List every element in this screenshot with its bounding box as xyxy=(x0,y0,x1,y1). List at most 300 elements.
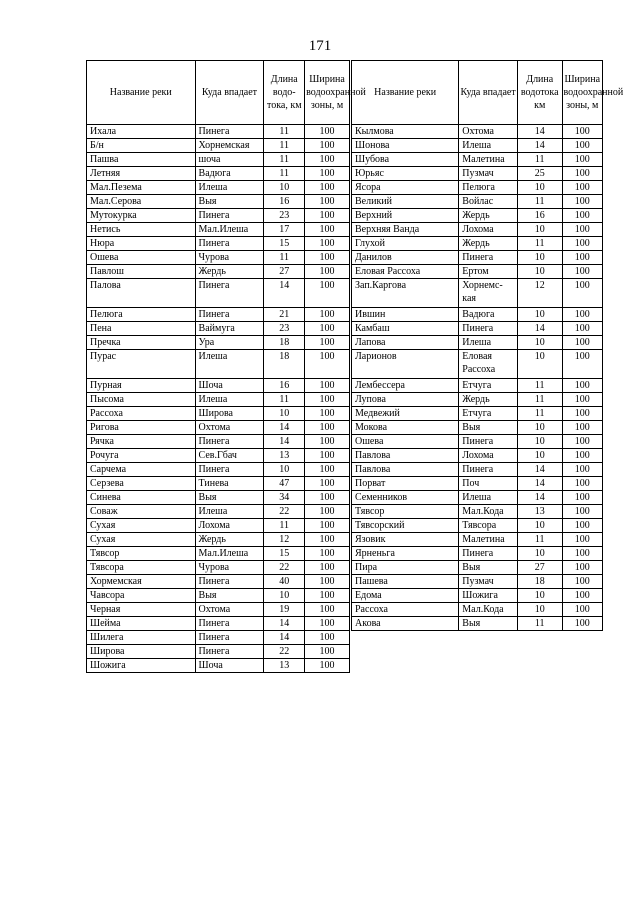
cell-length: 17 xyxy=(264,223,305,237)
cell-length: 10 xyxy=(517,336,562,350)
cell-zone-width: 100 xyxy=(305,631,350,645)
table-row xyxy=(87,491,350,505)
table-row xyxy=(352,435,603,449)
cell-river-name: Мокова xyxy=(352,421,459,435)
table-row xyxy=(87,139,350,153)
cell-zone-width: 100 xyxy=(562,421,603,435)
cell-zone-width: 100 xyxy=(305,251,350,265)
cell-length: 11 xyxy=(517,237,562,251)
cell-mouth: Хорнемская xyxy=(195,139,264,153)
table-row xyxy=(87,308,350,322)
cell-zone-width: 100 xyxy=(305,223,350,237)
cell-mouth: Пинега xyxy=(195,463,264,477)
cell-length: 10 xyxy=(517,603,562,617)
cell-river-name: Серзева xyxy=(87,477,196,491)
cell-mouth: Охтома xyxy=(459,125,518,139)
cell-zone-width: 100 xyxy=(305,645,350,659)
table-row xyxy=(87,209,350,223)
cell-river-name: Семенников xyxy=(352,491,459,505)
cell-length: 11 xyxy=(517,533,562,547)
cell-river-name: Едома xyxy=(352,589,459,603)
cell-mouth: Войлас xyxy=(459,195,518,209)
table-row xyxy=(87,265,350,279)
cell-mouth: Жердь xyxy=(195,265,264,279)
cell-length: 16 xyxy=(517,209,562,223)
cell-zone-width: 100 xyxy=(562,322,603,336)
cell-river-name: Лапова xyxy=(352,336,459,350)
cell-zone-width: 100 xyxy=(562,209,603,223)
cell-zone-width: 100 xyxy=(305,153,350,167)
cell-zone-width: 100 xyxy=(562,125,603,139)
cell-river-name: Сухая xyxy=(87,519,196,533)
cell-zone-width: 100 xyxy=(305,393,350,407)
cell-zone-width: 100 xyxy=(305,181,350,195)
cell-river-name: Пашва xyxy=(87,153,196,167)
table-row xyxy=(352,265,603,279)
cell-river-name: Ярненьга xyxy=(352,547,459,561)
cell-zone-width: 100 xyxy=(305,491,350,505)
table-row xyxy=(352,237,603,251)
cell-mouth: Пинега xyxy=(459,463,518,477)
cell-river-name: Рочуга xyxy=(87,449,196,463)
cell-river-name: Пречка xyxy=(87,336,196,350)
rivers-table-left xyxy=(86,60,366,673)
cell-length: 13 xyxy=(264,449,305,463)
cell-river-name: Ошева xyxy=(352,435,459,449)
col-header-length: Длина водо-тока, км xyxy=(264,61,305,125)
table-row xyxy=(87,547,350,561)
cell-zone-width: 100 xyxy=(562,223,603,237)
table-row xyxy=(87,251,350,265)
cell-mouth: Илеша xyxy=(195,393,264,407)
cell-river-name: Мутокурка xyxy=(87,209,196,223)
cell-river-name: Тявсор xyxy=(87,547,196,561)
cell-length: 14 xyxy=(517,477,562,491)
col-header-zone-width: Ширина водоохранной зоны, м xyxy=(305,61,350,125)
table-row xyxy=(87,421,350,435)
cell-length: 23 xyxy=(264,322,305,336)
table-row xyxy=(87,631,350,645)
cell-mouth: Ваймуга xyxy=(195,322,264,336)
cell-zone-width: 100 xyxy=(305,659,350,673)
col-header-river-name: Название реки xyxy=(352,61,459,125)
cell-length: 22 xyxy=(264,645,305,659)
cell-river-name: Хормемская xyxy=(87,575,196,589)
cell-zone-width: 100 xyxy=(305,336,350,350)
table-row xyxy=(87,407,350,421)
cell-river-name: Великий xyxy=(352,195,459,209)
cell-length: 10 xyxy=(264,589,305,603)
cell-river-name: Верхняя Ванда xyxy=(352,223,459,237)
table-row xyxy=(352,279,603,308)
cell-zone-width: 100 xyxy=(305,265,350,279)
cell-mouth: Малетина xyxy=(459,533,518,547)
cell-length: 14 xyxy=(517,125,562,139)
cell-zone-width: 100 xyxy=(562,603,603,617)
cell-zone-width: 100 xyxy=(305,379,350,393)
table-row xyxy=(352,195,603,209)
cell-zone-width: 100 xyxy=(562,463,603,477)
table-row xyxy=(87,279,350,308)
cell-mouth: Выя xyxy=(195,491,264,505)
table-row xyxy=(352,617,603,631)
cell-river-name: Ихала xyxy=(87,125,196,139)
col-header-river-name: Название реки xyxy=(87,61,196,125)
cell-mouth: Етчуга xyxy=(459,379,518,393)
cell-mouth: Тявсора xyxy=(459,519,518,533)
cell-length: 10 xyxy=(264,407,305,421)
cell-river-name: Шожига xyxy=(87,659,196,673)
table-row xyxy=(87,167,350,181)
cell-length: 27 xyxy=(517,561,562,575)
cell-mouth: Мал.Кода xyxy=(459,603,518,617)
cell-mouth: Выя xyxy=(459,561,518,575)
table-row xyxy=(352,139,603,153)
cell-mouth: Ертом xyxy=(459,265,518,279)
cell-zone-width: 100 xyxy=(305,449,350,463)
cell-mouth: Выя xyxy=(459,617,518,631)
cell-river-name: Тявсор xyxy=(352,505,459,519)
cell-length: 10 xyxy=(264,463,305,477)
cell-river-name: Тявсора xyxy=(87,561,196,575)
cell-zone-width: 100 xyxy=(305,533,350,547)
cell-river-name: Порват xyxy=(352,477,459,491)
cell-river-name: Данилов xyxy=(352,251,459,265)
cell-river-name: Рассоха xyxy=(87,407,196,421)
cell-zone-width: 100 xyxy=(562,336,603,350)
cell-zone-width: 100 xyxy=(305,308,350,322)
cell-river-name: Соваж xyxy=(87,505,196,519)
cell-river-name: Рячка xyxy=(87,435,196,449)
table-row xyxy=(87,603,350,617)
cell-length: 14 xyxy=(264,421,305,435)
cell-river-name: Пашева xyxy=(352,575,459,589)
col-header-length: Длина водотока км xyxy=(517,61,562,125)
cell-zone-width: 100 xyxy=(562,153,603,167)
cell-length: 14 xyxy=(517,322,562,336)
cell-river-name: Пелюга xyxy=(87,308,196,322)
cell-mouth: Етчуга xyxy=(459,407,518,421)
table-row xyxy=(87,125,350,139)
cell-mouth: Илеша xyxy=(195,350,264,379)
cell-mouth: Лохома xyxy=(459,449,518,463)
cell-zone-width: 100 xyxy=(562,379,603,393)
cell-mouth: Пинега xyxy=(195,279,264,308)
cell-river-name: Павлова xyxy=(352,449,459,463)
cell-mouth: Охтома xyxy=(195,603,264,617)
cell-river-name: Медвежий xyxy=(352,407,459,421)
table-row xyxy=(87,533,350,547)
cell-length: 10 xyxy=(517,449,562,463)
table-row xyxy=(352,575,603,589)
cell-length: 11 xyxy=(264,125,305,139)
cell-zone-width: 100 xyxy=(562,617,603,631)
cell-mouth: Тинева xyxy=(195,477,264,491)
cell-river-name: Пена xyxy=(87,322,196,336)
cell-mouth: Вадюга xyxy=(459,308,518,322)
cell-river-name: Палова xyxy=(87,279,196,308)
cell-zone-width: 100 xyxy=(305,477,350,491)
cell-length: 11 xyxy=(517,393,562,407)
cell-length: 11 xyxy=(517,195,562,209)
cell-mouth: Пинега xyxy=(195,645,264,659)
table-row xyxy=(87,449,350,463)
cell-zone-width: 100 xyxy=(562,589,603,603)
cell-zone-width: 100 xyxy=(305,589,350,603)
cell-mouth: Выя xyxy=(195,589,264,603)
cell-mouth: Мал.Илеша xyxy=(195,547,264,561)
cell-length: 11 xyxy=(264,153,305,167)
cell-river-name: Кылмова xyxy=(352,125,459,139)
cell-length: 10 xyxy=(517,421,562,435)
cell-mouth: Выя xyxy=(195,195,264,209)
table-row xyxy=(352,251,603,265)
cell-length: 22 xyxy=(264,561,305,575)
cell-mouth: Пелюга xyxy=(459,181,518,195)
cell-mouth: Пинега xyxy=(459,322,518,336)
table-row xyxy=(87,195,350,209)
cell-length: 11 xyxy=(517,379,562,393)
cell-river-name: Верхний xyxy=(352,209,459,223)
cell-length: 11 xyxy=(264,393,305,407)
cell-zone-width: 100 xyxy=(562,265,603,279)
cell-river-name: Б/н xyxy=(87,139,196,153)
cell-mouth: Чурова xyxy=(195,561,264,575)
cell-length: 34 xyxy=(264,491,305,505)
cell-length: 12 xyxy=(264,533,305,547)
table-row xyxy=(352,547,603,561)
cell-river-name: Мал.Пезема xyxy=(87,181,196,195)
cell-mouth: Мал.Илеша xyxy=(195,223,264,237)
cell-zone-width: 100 xyxy=(305,350,350,379)
cell-mouth: Илеша xyxy=(459,336,518,350)
cell-zone-width: 100 xyxy=(305,435,350,449)
cell-zone-width: 100 xyxy=(305,125,350,139)
table-row xyxy=(352,519,603,533)
cell-length: 10 xyxy=(517,547,562,561)
cell-mouth: Пинега xyxy=(195,631,264,645)
cell-length: 11 xyxy=(264,167,305,181)
cell-mouth: Выя xyxy=(459,421,518,435)
cell-mouth: Илеша xyxy=(195,505,264,519)
cell-river-name: Черная xyxy=(87,603,196,617)
table-row xyxy=(352,167,603,181)
cell-river-name: Сарчема xyxy=(87,463,196,477)
cell-mouth: Пинега xyxy=(459,435,518,449)
table-row xyxy=(352,421,603,435)
table-row xyxy=(87,505,350,519)
cell-length: 10 xyxy=(517,223,562,237)
cell-length: 14 xyxy=(264,435,305,449)
cell-river-name: Ларионов xyxy=(352,350,459,379)
cell-zone-width: 100 xyxy=(562,407,603,421)
cell-zone-width: 100 xyxy=(305,463,350,477)
cell-length: 10 xyxy=(517,251,562,265)
table-row xyxy=(352,477,603,491)
cell-zone-width: 100 xyxy=(562,477,603,491)
cell-zone-width: 100 xyxy=(562,491,603,505)
cell-zone-width: 100 xyxy=(305,603,350,617)
cell-zone-width: 100 xyxy=(562,575,603,589)
table-row xyxy=(87,223,350,237)
cell-length: 47 xyxy=(264,477,305,491)
cell-river-name: Пира xyxy=(352,561,459,575)
cell-river-name: Шубова xyxy=(352,153,459,167)
table-row xyxy=(352,393,603,407)
cell-mouth: Лохома xyxy=(459,223,518,237)
table-row xyxy=(87,617,350,631)
cell-river-name: Зап.Каргова xyxy=(352,279,459,308)
cell-river-name: Ригова xyxy=(87,421,196,435)
cell-river-name: Шилега xyxy=(87,631,196,645)
cell-zone-width: 100 xyxy=(305,561,350,575)
cell-length: 27 xyxy=(264,265,305,279)
table-row xyxy=(352,336,603,350)
cell-river-name: Акова xyxy=(352,617,459,631)
col-header-zone-width: Ширина водоохранной зоны, м xyxy=(562,61,603,125)
col-header-mouth: Куда впадает xyxy=(195,61,264,125)
cell-zone-width: 100 xyxy=(562,561,603,575)
table-row xyxy=(87,575,350,589)
table-row xyxy=(352,449,603,463)
cell-mouth: Чурова xyxy=(195,251,264,265)
cell-length: 11 xyxy=(264,251,305,265)
cell-mouth: Малетина xyxy=(459,153,518,167)
cell-mouth: Жердь xyxy=(459,393,518,407)
cell-length: 21 xyxy=(264,308,305,322)
table-row xyxy=(87,519,350,533)
cell-river-name: Пурас xyxy=(87,350,196,379)
cell-length: 14 xyxy=(264,279,305,308)
cell-zone-width: 100 xyxy=(305,575,350,589)
table-row xyxy=(87,322,350,336)
cell-length: 16 xyxy=(264,379,305,393)
cell-river-name: Шейма xyxy=(87,617,196,631)
cell-river-name: Ошева xyxy=(87,251,196,265)
cell-river-name: Нетись xyxy=(87,223,196,237)
cell-river-name: Глухой xyxy=(352,237,459,251)
cell-river-name: Пысома xyxy=(87,393,196,407)
table-row xyxy=(87,153,350,167)
col-header-mouth: Куда впадает xyxy=(459,61,518,125)
cell-length: 14 xyxy=(517,139,562,153)
cell-zone-width: 100 xyxy=(562,435,603,449)
cell-river-name: Павлова xyxy=(352,463,459,477)
cell-length: 40 xyxy=(264,575,305,589)
cell-length: 10 xyxy=(264,181,305,195)
cell-mouth: Илеша xyxy=(459,491,518,505)
cell-length: 11 xyxy=(264,139,305,153)
cell-length: 13 xyxy=(264,659,305,673)
cell-zone-width: 100 xyxy=(305,547,350,561)
cell-river-name: Пурная xyxy=(87,379,196,393)
cell-length: 11 xyxy=(517,617,562,631)
cell-zone-width: 100 xyxy=(562,237,603,251)
cell-zone-width: 100 xyxy=(562,139,603,153)
cell-zone-width: 100 xyxy=(562,449,603,463)
cell-river-name: Тявсорский xyxy=(352,519,459,533)
cell-river-name: Летняя xyxy=(87,167,196,181)
cell-length: 10 xyxy=(517,308,562,322)
cell-length: 14 xyxy=(264,617,305,631)
cell-zone-width: 100 xyxy=(562,519,603,533)
cell-mouth: Шоча xyxy=(195,379,264,393)
cell-length: 11 xyxy=(517,153,562,167)
cell-zone-width: 100 xyxy=(305,195,350,209)
cell-mouth: Ура xyxy=(195,336,264,350)
cell-river-name: Чавсора xyxy=(87,589,196,603)
cell-zone-width: 100 xyxy=(562,393,603,407)
cell-river-name: Лупова xyxy=(352,393,459,407)
table-row xyxy=(352,350,603,379)
table-row xyxy=(352,181,603,195)
cell-mouth: Илеша xyxy=(195,181,264,195)
cell-length: 22 xyxy=(264,505,305,519)
cell-mouth: Поч xyxy=(459,477,518,491)
table-header-row xyxy=(87,61,350,125)
table-row xyxy=(87,589,350,603)
table-row xyxy=(352,603,603,617)
cell-river-name: Камбаш xyxy=(352,322,459,336)
cell-length: 10 xyxy=(517,589,562,603)
table-row xyxy=(87,237,350,251)
table-row xyxy=(87,336,350,350)
cell-zone-width: 100 xyxy=(562,533,603,547)
cell-river-name: Широва xyxy=(87,645,196,659)
cell-river-name: Юрьяс xyxy=(352,167,459,181)
table-row xyxy=(87,561,350,575)
cell-length: 11 xyxy=(264,519,305,533)
cell-mouth: Жердь xyxy=(195,533,264,547)
table-row xyxy=(352,153,603,167)
cell-length: 18 xyxy=(517,575,562,589)
table-row xyxy=(87,645,350,659)
cell-river-name: Шонова xyxy=(352,139,459,153)
cell-zone-width: 100 xyxy=(305,421,350,435)
cell-river-name: Рассоха xyxy=(352,603,459,617)
cell-mouth: Жердь xyxy=(459,237,518,251)
table-header-row xyxy=(352,61,603,125)
cell-mouth: Жердь xyxy=(459,209,518,223)
cell-river-name: Нюра xyxy=(87,237,196,251)
cell-length: 15 xyxy=(264,547,305,561)
cell-zone-width: 100 xyxy=(562,547,603,561)
cell-length: 16 xyxy=(264,195,305,209)
cell-length: 19 xyxy=(264,603,305,617)
cell-mouth: Пузмач xyxy=(459,575,518,589)
cell-length: 10 xyxy=(517,519,562,533)
table-row xyxy=(352,561,603,575)
cell-mouth: Еловая Рассоха xyxy=(459,350,518,379)
cell-zone-width: 100 xyxy=(305,139,350,153)
table-row xyxy=(87,477,350,491)
cell-mouth: шоча xyxy=(195,153,264,167)
cell-river-name: Ясора xyxy=(352,181,459,195)
cell-river-name: Еловая Рассоха xyxy=(352,265,459,279)
cell-zone-width: 100 xyxy=(562,195,603,209)
table-row xyxy=(352,322,603,336)
table-row xyxy=(87,463,350,477)
table-row xyxy=(352,505,603,519)
cell-river-name: Ившин xyxy=(352,308,459,322)
table-row xyxy=(352,463,603,477)
cell-river-name: Сухая xyxy=(87,533,196,547)
cell-length: 10 xyxy=(517,350,562,379)
table-row xyxy=(352,223,603,237)
table-row xyxy=(87,379,350,393)
cell-zone-width: 100 xyxy=(305,279,350,308)
cell-mouth: Пинега xyxy=(459,251,518,265)
